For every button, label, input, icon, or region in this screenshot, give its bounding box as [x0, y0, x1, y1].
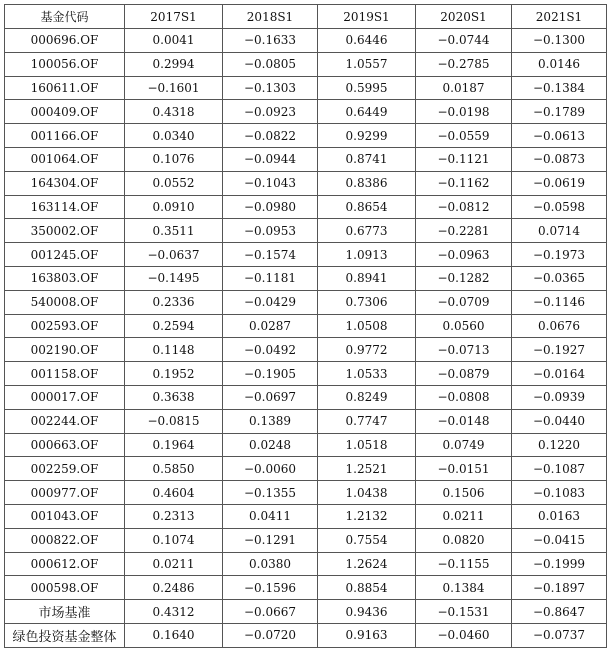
- return-value-cell: −0.0713: [416, 338, 512, 362]
- return-value-cell: −0.1043: [223, 171, 318, 195]
- return-value-cell: 0.6449: [318, 100, 416, 124]
- return-value-cell: −0.2785: [416, 52, 512, 76]
- return-value-cell: −0.1789: [512, 100, 607, 124]
- table-body: [5, 29, 607, 648]
- return-value-cell: −0.0812: [416, 195, 512, 219]
- table-row: [5, 100, 607, 124]
- column-header-fund-code: 基金代码: [5, 5, 125, 29]
- return-value-cell: 0.2594: [125, 314, 223, 338]
- fund-code-cell: 绿色投资基金整体: [5, 623, 125, 647]
- return-value-cell: −0.0805: [223, 52, 318, 76]
- return-value-cell: −0.1601: [125, 76, 223, 100]
- return-value-cell: −0.1300: [512, 29, 607, 53]
- return-value-cell: 0.8854: [318, 576, 416, 600]
- return-value-cell: −0.0559: [416, 124, 512, 148]
- return-value-cell: −0.0939: [512, 385, 607, 409]
- table-row: [5, 219, 607, 243]
- return-value-cell: 0.8654: [318, 195, 416, 219]
- column-header-2020s1: 2020S1: [416, 5, 512, 29]
- return-value-cell: 0.1076: [125, 147, 223, 171]
- return-value-cell: 0.1506: [416, 481, 512, 505]
- fund-code-cell: 市场基准: [5, 600, 125, 624]
- return-value-cell: −0.0598: [512, 195, 607, 219]
- return-value-cell: −0.0923: [223, 100, 318, 124]
- return-value-cell: −0.0667: [223, 600, 318, 624]
- return-value-cell: −0.1087: [512, 457, 607, 481]
- return-value-cell: −0.0720: [223, 623, 318, 647]
- return-value-cell: −0.0737: [512, 623, 607, 647]
- return-value-cell: −0.1495: [125, 266, 223, 290]
- fund-code-cell: 002190.OF: [5, 338, 125, 362]
- return-value-cell: −0.0613: [512, 124, 607, 148]
- return-value-cell: 0.1389: [223, 409, 318, 433]
- return-value-cell: −0.1905: [223, 362, 318, 386]
- return-value-cell: −0.1121: [416, 147, 512, 171]
- return-value-cell: −0.0440: [512, 409, 607, 433]
- column-header-2017s1: 2017S1: [125, 5, 223, 29]
- fund-code-cell: 163803.OF: [5, 266, 125, 290]
- fund-code-cell: 002593.OF: [5, 314, 125, 338]
- fund-code-cell: 163114.OF: [5, 195, 125, 219]
- fund-code-cell: 001158.OF: [5, 362, 125, 386]
- fund-code-cell: 001043.OF: [5, 504, 125, 528]
- table-row: [5, 385, 607, 409]
- fund-code-cell: 000822.OF: [5, 528, 125, 552]
- table-row: [5, 457, 607, 481]
- table-row: [5, 433, 607, 457]
- return-value-cell: −0.0953: [223, 219, 318, 243]
- fund-code-cell: 000696.OF: [5, 29, 125, 53]
- return-value-cell: −0.1574: [223, 243, 318, 267]
- return-value-cell: 0.1640: [125, 623, 223, 647]
- return-value-cell: −0.0198: [416, 100, 512, 124]
- return-value-cell: 0.0287: [223, 314, 318, 338]
- return-value-cell: −0.1291: [223, 528, 318, 552]
- return-value-cell: 0.0248: [223, 433, 318, 457]
- return-value-cell: 0.0380: [223, 552, 318, 576]
- table-row: [5, 290, 607, 314]
- return-value-cell: 1.2132: [318, 504, 416, 528]
- return-value-cell: 0.0340: [125, 124, 223, 148]
- return-value-cell: 1.2521: [318, 457, 416, 481]
- fund-code-cell: 000598.OF: [5, 576, 125, 600]
- return-value-cell: 0.0560: [416, 314, 512, 338]
- return-value-cell: 0.0211: [125, 552, 223, 576]
- return-value-cell: −0.0492: [223, 338, 318, 362]
- return-value-cell: −0.0822: [223, 124, 318, 148]
- fund-returns-table: [4, 4, 607, 648]
- return-value-cell: 0.0163: [512, 504, 607, 528]
- return-value-cell: 0.5850: [125, 457, 223, 481]
- table-row: [5, 528, 607, 552]
- return-value-cell: −0.8647: [512, 600, 607, 624]
- table-row: [5, 52, 607, 76]
- return-value-cell: −0.0873: [512, 147, 607, 171]
- fund-code-cell: 000409.OF: [5, 100, 125, 124]
- return-value-cell: −0.1083: [512, 481, 607, 505]
- return-value-cell: 0.4312: [125, 600, 223, 624]
- return-value-cell: −0.0944: [223, 147, 318, 171]
- return-value-cell: 0.0411: [223, 504, 318, 528]
- return-value-cell: 0.3511: [125, 219, 223, 243]
- return-value-cell: −0.0808: [416, 385, 512, 409]
- return-value-cell: −0.0148: [416, 409, 512, 433]
- return-value-cell: 0.6773: [318, 219, 416, 243]
- column-header-2021s1: 2021S1: [512, 5, 607, 29]
- table-row: [5, 338, 607, 362]
- return-value-cell: 0.7747: [318, 409, 416, 433]
- table-row: [5, 623, 607, 647]
- return-value-cell: 0.8941: [318, 266, 416, 290]
- table-row: [5, 314, 607, 338]
- return-value-cell: 0.6446: [318, 29, 416, 53]
- return-value-cell: −0.1162: [416, 171, 512, 195]
- fund-code-cell: 001064.OF: [5, 147, 125, 171]
- return-value-cell: −0.0744: [416, 29, 512, 53]
- return-value-cell: −0.0980: [223, 195, 318, 219]
- return-value-cell: 0.0820: [416, 528, 512, 552]
- return-value-cell: −0.1282: [416, 266, 512, 290]
- fund-code-cell: 540008.OF: [5, 290, 125, 314]
- return-value-cell: 0.0146: [512, 52, 607, 76]
- return-value-cell: −0.0415: [512, 528, 607, 552]
- return-value-cell: 0.1220: [512, 433, 607, 457]
- return-value-cell: 0.8741: [318, 147, 416, 171]
- return-value-cell: −0.1181: [223, 266, 318, 290]
- return-value-cell: −0.1897: [512, 576, 607, 600]
- return-value-cell: 0.4604: [125, 481, 223, 505]
- return-value-cell: 0.0211: [416, 504, 512, 528]
- return-value-cell: 0.2336: [125, 290, 223, 314]
- column-header-2019s1: 2019S1: [318, 5, 416, 29]
- table-row: [5, 409, 607, 433]
- fund-code-cell: 164304.OF: [5, 171, 125, 195]
- return-value-cell: −0.1384: [512, 76, 607, 100]
- header-row: [5, 5, 607, 29]
- return-value-cell: 0.9772: [318, 338, 416, 362]
- return-value-cell: 0.0187: [416, 76, 512, 100]
- table-row: [5, 576, 607, 600]
- return-value-cell: −0.0060: [223, 457, 318, 481]
- return-value-cell: −0.0365: [512, 266, 607, 290]
- fund-code-cell: 002244.OF: [5, 409, 125, 433]
- table-row: [5, 76, 607, 100]
- fund-code-cell: 160611.OF: [5, 76, 125, 100]
- return-value-cell: 0.0714: [512, 219, 607, 243]
- fund-code-cell: 001166.OF: [5, 124, 125, 148]
- table-row: [5, 29, 607, 53]
- return-value-cell: 0.3638: [125, 385, 223, 409]
- fund-code-cell: 350002.OF: [5, 219, 125, 243]
- return-value-cell: 0.1148: [125, 338, 223, 362]
- return-value-cell: 1.0438: [318, 481, 416, 505]
- return-value-cell: 0.0910: [125, 195, 223, 219]
- return-value-cell: −0.0709: [416, 290, 512, 314]
- return-value-cell: 0.1384: [416, 576, 512, 600]
- fund-returns-table-container: [4, 4, 607, 648]
- return-value-cell: −0.0619: [512, 171, 607, 195]
- return-value-cell: 0.7306: [318, 290, 416, 314]
- fund-code-cell: 000017.OF: [5, 385, 125, 409]
- return-value-cell: −0.1355: [223, 481, 318, 505]
- return-value-cell: −0.1927: [512, 338, 607, 362]
- return-value-cell: −0.1596: [223, 576, 318, 600]
- return-value-cell: 1.0518: [318, 433, 416, 457]
- fund-code-cell: 001245.OF: [5, 243, 125, 267]
- return-value-cell: 0.7554: [318, 528, 416, 552]
- return-value-cell: −0.1303: [223, 76, 318, 100]
- return-value-cell: −0.0151: [416, 457, 512, 481]
- return-value-cell: 0.8249: [318, 385, 416, 409]
- return-value-cell: 0.1964: [125, 433, 223, 457]
- return-value-cell: 0.2486: [125, 576, 223, 600]
- return-value-cell: −0.0815: [125, 409, 223, 433]
- fund-code-cell: 000612.OF: [5, 552, 125, 576]
- return-value-cell: 1.0508: [318, 314, 416, 338]
- table-row: [5, 243, 607, 267]
- return-value-cell: 0.9299: [318, 124, 416, 148]
- return-value-cell: 0.9436: [318, 600, 416, 624]
- table-row: [5, 600, 607, 624]
- return-value-cell: 1.2624: [318, 552, 416, 576]
- table-row: [5, 195, 607, 219]
- return-value-cell: −0.0164: [512, 362, 607, 386]
- fund-code-cell: 000663.OF: [5, 433, 125, 457]
- return-value-cell: 1.0557: [318, 52, 416, 76]
- table-row: [5, 171, 607, 195]
- table-row: [5, 266, 607, 290]
- return-value-cell: −0.2281: [416, 219, 512, 243]
- return-value-cell: −0.1633: [223, 29, 318, 53]
- return-value-cell: 0.9163: [318, 623, 416, 647]
- column-header-2018s1: 2018S1: [223, 5, 318, 29]
- table-row: [5, 504, 607, 528]
- return-value-cell: 0.5995: [318, 76, 416, 100]
- return-value-cell: −0.0963: [416, 243, 512, 267]
- table-row: [5, 362, 607, 386]
- table-row: [5, 481, 607, 505]
- return-value-cell: 0.2994: [125, 52, 223, 76]
- fund-code-cell: 000977.OF: [5, 481, 125, 505]
- return-value-cell: 0.0552: [125, 171, 223, 195]
- return-value-cell: −0.0879: [416, 362, 512, 386]
- return-value-cell: 0.0749: [416, 433, 512, 457]
- return-value-cell: 0.0041: [125, 29, 223, 53]
- return-value-cell: −0.0460: [416, 623, 512, 647]
- return-value-cell: 0.8386: [318, 171, 416, 195]
- table-row: [5, 552, 607, 576]
- return-value-cell: 0.1952: [125, 362, 223, 386]
- return-value-cell: −0.1146: [512, 290, 607, 314]
- table-row: [5, 124, 607, 148]
- return-value-cell: 0.1074: [125, 528, 223, 552]
- return-value-cell: −0.1531: [416, 600, 512, 624]
- return-value-cell: −0.0697: [223, 385, 318, 409]
- return-value-cell: 0.4318: [125, 100, 223, 124]
- table-row: [5, 147, 607, 171]
- fund-code-cell: 100056.OF: [5, 52, 125, 76]
- return-value-cell: −0.0429: [223, 290, 318, 314]
- return-value-cell: 0.2313: [125, 504, 223, 528]
- return-value-cell: −0.0637: [125, 243, 223, 267]
- return-value-cell: 1.0913: [318, 243, 416, 267]
- return-value-cell: 1.0533: [318, 362, 416, 386]
- return-value-cell: 0.0676: [512, 314, 607, 338]
- return-value-cell: −0.1999: [512, 552, 607, 576]
- return-value-cell: −0.1973: [512, 243, 607, 267]
- return-value-cell: −0.1155: [416, 552, 512, 576]
- fund-code-cell: 002259.OF: [5, 457, 125, 481]
